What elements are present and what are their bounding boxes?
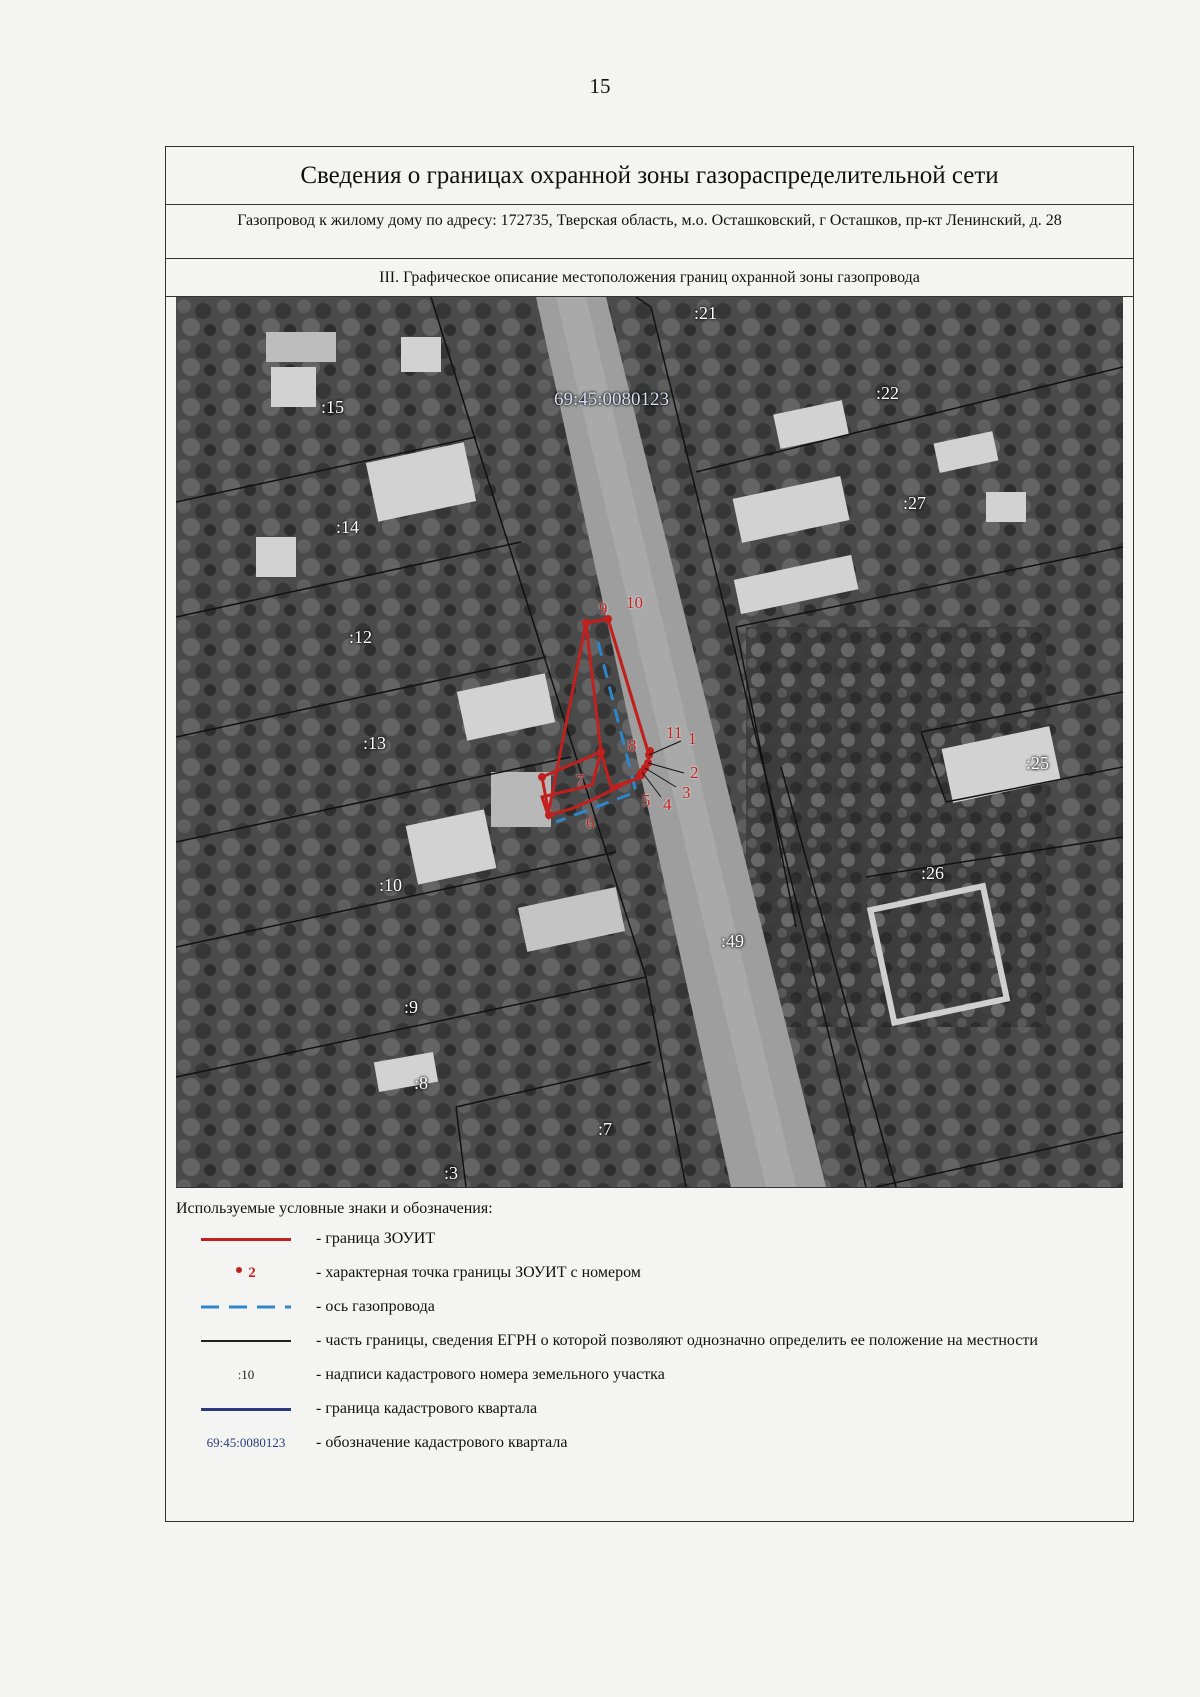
point-label-7: 7 [576,771,585,790]
legend-item-egrn-boundary: - часть границы, сведения ЕГРН о которой позволяют однозначно определить ее положение на местности [176,1330,1123,1352]
cadastral-map[interactable] [176,297,1123,1188]
parcel-label: :15 [321,397,345,417]
legend-symbol-dashed-blue [176,1296,316,1318]
point-7 [538,773,546,781]
legend-item-parcel-label: :10 - надписи кадастрового номера земельного участка [176,1364,1123,1386]
parcel-label: :26 [921,863,945,883]
point-label-9: 9 [599,599,608,618]
parcel-label: :22 [876,383,900,403]
point-5 [636,771,644,779]
legend-item-quarter-boundary: - граница кадастрового квартала [176,1398,1123,1420]
section-heading: III. Графическое описание местоположения границ охранной зоны газопровода [166,259,1133,297]
parcel-label: :10 [379,875,403,895]
point-label-5: 5 [642,791,651,810]
legend-title: Используемые условные знаки и обозначения: [176,1200,493,1217]
parcel-label: :49 [721,931,745,951]
object-description: Газопровод к жилому дому по адресу: 172735, Тверская область, м.о. Осташковский, г Осташков, пр-кт Ленинский, д. 28 [166,205,1133,259]
legend [166,1188,1133,1454]
point-label-4: 4 [663,795,672,814]
page-number: 15 [589,74,611,98]
point-label-1: 1 [688,729,697,748]
cadastral-quarter-label: 69:45:0080123 [554,389,670,410]
legend-item-quarter-label: 69:45:0080123 - обозначение кадастрового квартала [176,1432,1123,1454]
legend-item-characteristic-point: 2 - характерная точка границы ЗОУИТ с номером [176,1262,1123,1284]
point-label-2: 2 [690,763,699,782]
point-label-11: 11 [666,723,683,742]
legend-symbol-navy-line [176,1398,316,1420]
parcel-label: :21 [694,303,718,323]
parcel-label: :3 [444,1163,459,1183]
point-label-10: 10 [626,593,643,612]
page-title: Сведения о границах охранной зоны газораспределительной сети [166,147,1133,205]
map-canvas [176,297,1123,1187]
parcel-label: :7 [598,1119,613,1139]
point-label-8: 8 [628,736,637,755]
point-label-3: 3 [682,783,691,802]
parcel-label: :8 [414,1073,429,1093]
legend-item-gas-axis: - ось газопровода [176,1296,1123,1318]
parcel-label: :14 [336,517,360,537]
parcel-label: :12 [349,627,373,647]
point-6 [545,811,553,819]
parcel-label: :13 [363,733,387,753]
parcel-label: :9 [404,997,419,1017]
point-9 [582,619,590,627]
parcel-label: :27 [903,493,927,513]
legend-symbol-parcel-label: :10 [237,1367,255,1382]
point-label-6: 6 [586,813,595,832]
legend-symbol-red-line [176,1228,316,1250]
legend-symbol-black-line [176,1330,316,1352]
legend-item-zouit-boundary: - граница ЗОУИТ [176,1228,1123,1250]
parcel-label: :25 [1026,753,1050,773]
document-frame [165,146,1134,1522]
legend-symbol-quarter-label: 69:45:0080123 [206,1435,286,1450]
point-8 [597,748,605,756]
legend-symbol-point: 2 [176,1262,316,1284]
